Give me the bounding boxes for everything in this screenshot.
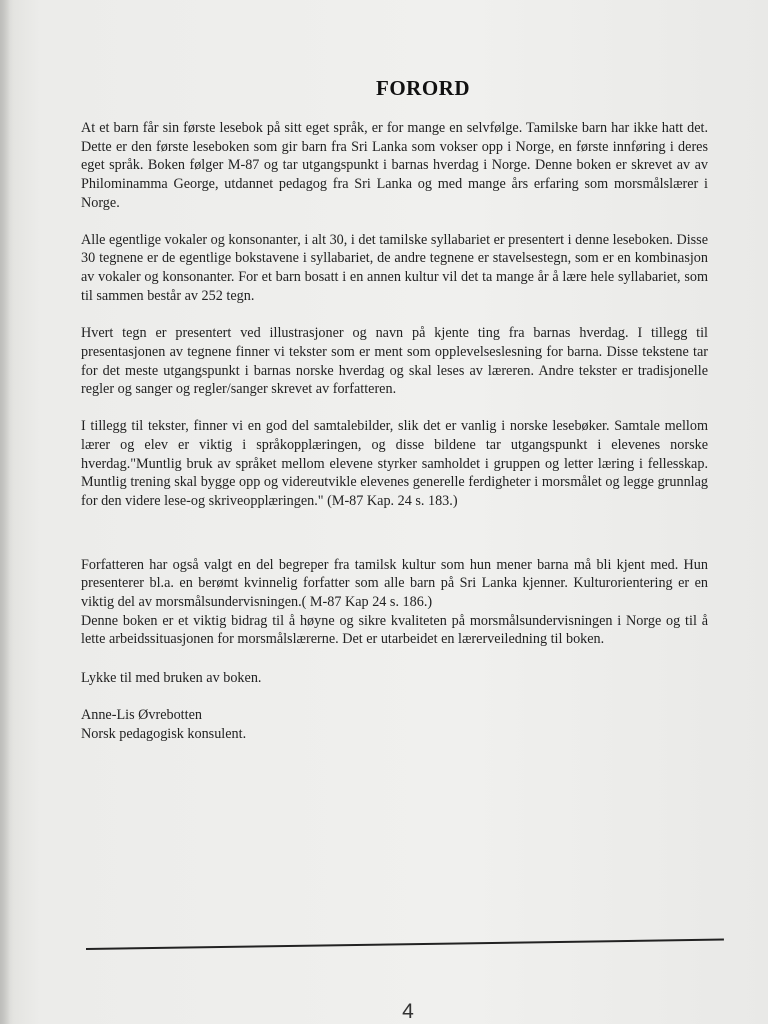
paragraph-6: Denne boken er et viktig bidrag til å høyne og sikre kvaliteten på morsmålsundervisningen i Norge og til å lette arbeidssituasjonen for morsmålslærerne. Det er utarbeidet en lærerveiledning til boken. <box>81 612 708 648</box>
page-number: 4 <box>402 1000 414 1023</box>
signature-block <box>81 706 708 743</box>
page-title: FORORD <box>376 76 470 100</box>
paragraph-1: At et barn får sin første lesebok på sitt eget språk, er for mange en selvfølge. Tamilske barn har ikke hatt det. Dette er den første leseboken som gir barn fra Sri Lanka som vokser opp i Norge, en første innføring i deres eget språk. Boken følger M-87 og tar utgangspunkt i barnas hverdag i Norge. Denne boken er skrevet av av Philominamma George, utdannet pedagog fra Sri Lanka og med mange års erfaring som morsmålslærer i Norge. <box>81 120 708 211</box>
signer-name: Anne-Lis Øvrebotten <box>81 706 202 723</box>
paragraph-5: Forfatteren har også valgt en del begreper fra tamilsk kultur som hun mener barna må bli kjent med. Hun presenterer bl.a. en berømt kvinnelig forfatter som alle barn på Sri Lanka kjenner. Kulturorientering er en viktig del av morsmålsundervisningen.( M-87 Kap 24 s. 186.) <box>81 556 708 611</box>
footer-rule <box>86 939 724 950</box>
signer-role: Norsk pedagogisk konsulent. <box>81 725 247 742</box>
paragraph-4: I tillegg til tekster, finner vi en god del samtalebilder, slik det er vanlig i norske lesebøker. Samtale mellom lærer og elev er viktig i språkopplæringen, og disse bildene tar utgangspunkt i elevenes norske hverdag."Muntlig bruk av språket mellom elevene styrker samholdet i gruppen og letter læring i fellesskap. Muntlig trening skal bygge opp og videreutvikle elevenes generelle ferdigheter i morsmålet og legge grunnlag for den videre lese-og skriveopplæringen." (M-87 Kap. 24 s. 183.) <box>81 418 708 509</box>
page-edge-shadow <box>0 0 10 1024</box>
foreword-body <box>81 119 708 743</box>
paragraph-2: Alle egentlige vokaler og konsonanter, i alt 30, i det tamilske syllabariet er presentert i denne leseboken. Disse 30 tegnene er de egentlige bokstavene i syllabariet, de andre tegnene er stavelsestegn, som er en kombinasjon av vokaler og konsonanter. For et barn bosatt i en annen kultur vil det ta mange år å lære hele syllabariet, som til sammen består av 252 tegn. <box>81 231 708 304</box>
closing-wish: Lykke til med bruken av boken. <box>81 670 262 687</box>
paragraph-3: Hvert tegn er presentert ved illustrasjoner og navn på kjente ting fra barnas hverdag. I tillegg til presentasjonen av tegnene finner vi tekster som er ment som opplevelseslesning for barna. Disse tekstene tar for det meste utgangspunkt i barnas norske hverdag og skal leses av læreren. Andre tekster er tradisjonelle regler og sanger og regler/sanger skrevet av forfatteren. <box>81 325 708 398</box>
